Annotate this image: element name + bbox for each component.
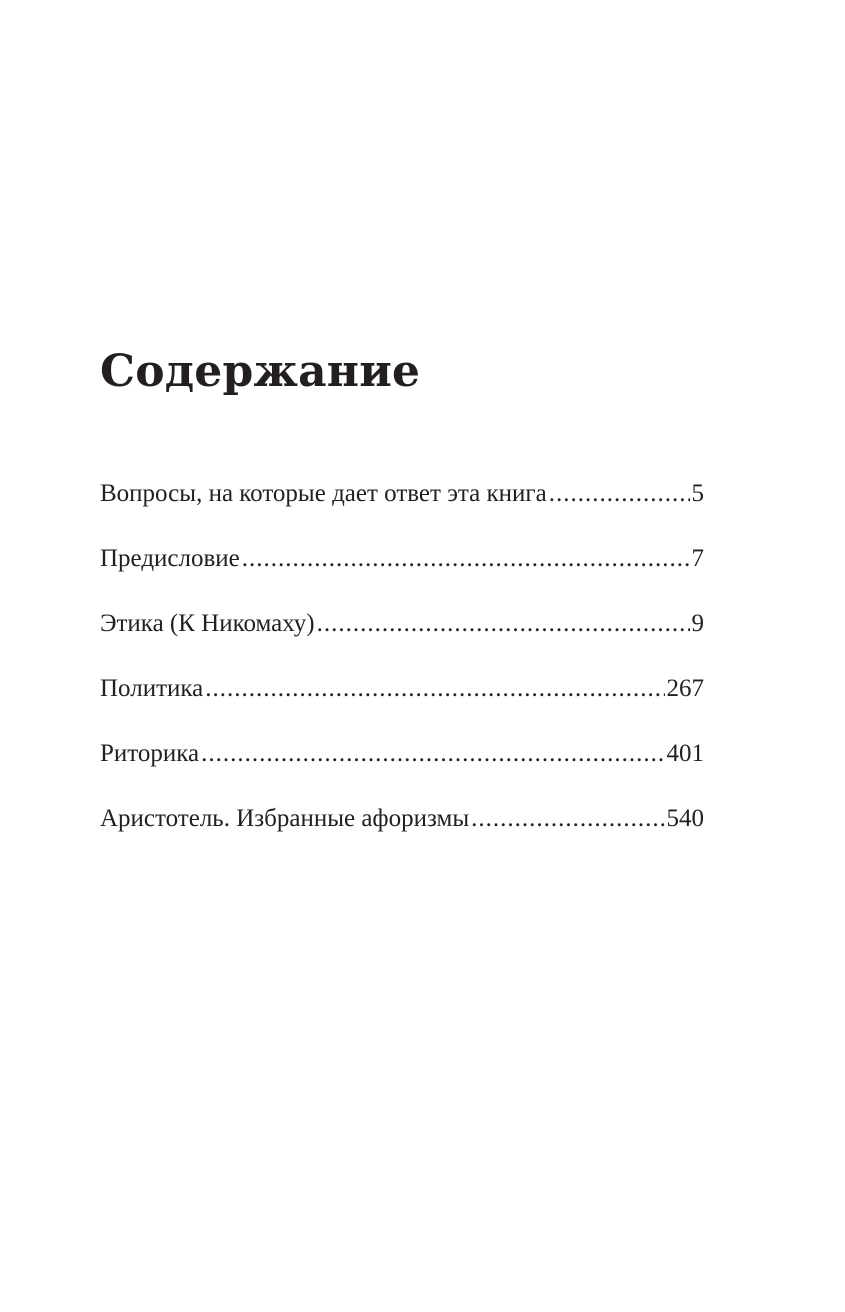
toc-entry-aphorisms xyxy=(100,803,704,868)
toc-entry-label: Риторика xyxy=(100,740,200,767)
toc-entry-questions xyxy=(100,478,704,543)
toc-entry-label: Предисловие xyxy=(100,545,240,572)
toc-entry-page-number: 5 xyxy=(691,480,704,507)
toc-entry-label: Аристотель. Избранные афоризмы xyxy=(100,805,470,832)
toc-entry-page-number: 7 xyxy=(691,545,704,572)
toc-entry-page-number: 267 xyxy=(666,675,704,702)
table-of-contents xyxy=(100,478,704,868)
dot-leader xyxy=(471,803,664,835)
toc-entry-preface xyxy=(100,543,704,608)
toc-entry-page-number: 401 xyxy=(666,740,704,767)
page-title: Содержание xyxy=(100,346,421,397)
toc-entry-ethics xyxy=(100,608,704,673)
dot-leader xyxy=(317,608,690,640)
toc-entry-page-number: 9 xyxy=(691,610,704,637)
toc-entry-label: Вопросы, на которые дает ответ эта книга xyxy=(100,480,547,507)
toc-entry-label: Политика xyxy=(100,675,204,702)
toc-entry-page-number: 540 xyxy=(666,805,704,832)
toc-entry-rhetoric xyxy=(100,738,704,803)
toc-entry-politics xyxy=(100,673,704,738)
dot-leader xyxy=(242,543,690,575)
toc-entry-label: Этика (К Никомаху) xyxy=(100,610,315,637)
dot-leader xyxy=(201,738,664,770)
dot-leader xyxy=(205,673,664,705)
dot-leader xyxy=(549,478,690,510)
